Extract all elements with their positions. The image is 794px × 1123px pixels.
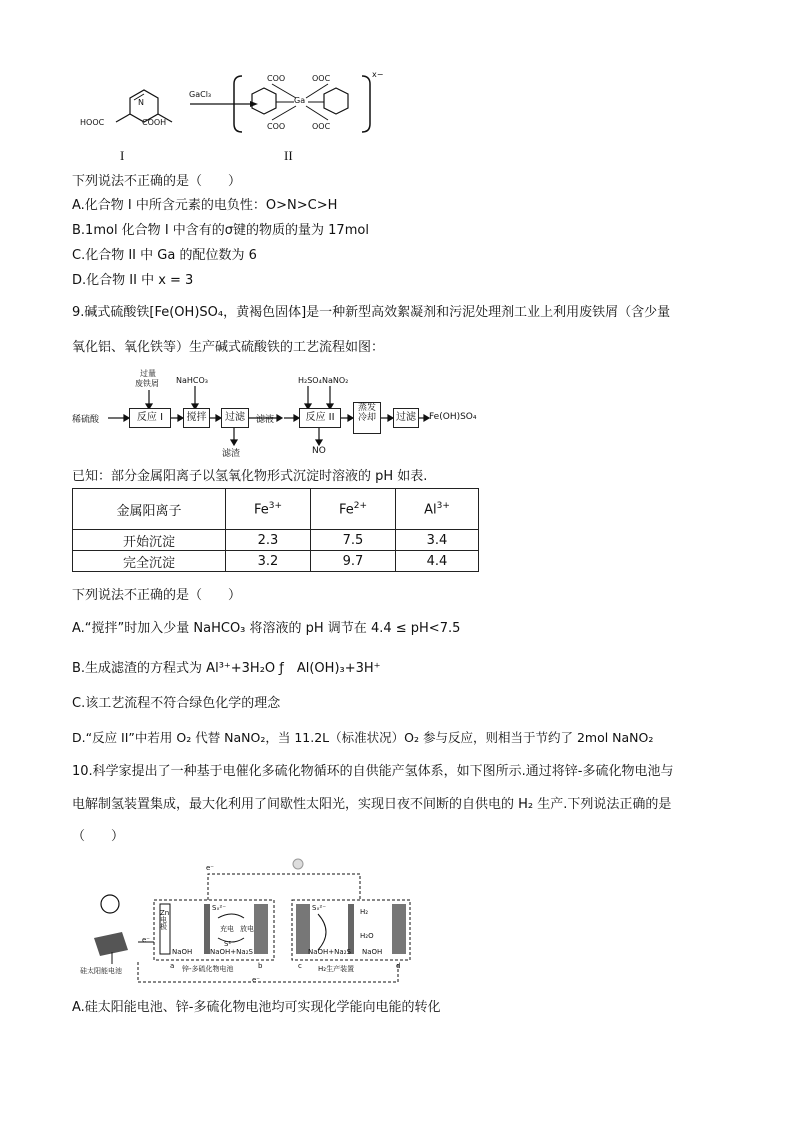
- sx-label: Sₓ²⁻: [212, 904, 227, 912]
- flow-product: Fe(OH)SO₄: [429, 412, 477, 422]
- table-cell: 3.2: [226, 551, 311, 572]
- pyridine-ring-iib: [324, 88, 348, 114]
- pyridine-ring-iia: [252, 88, 276, 114]
- reaction-scheme: [72, 60, 384, 170]
- e-left-label: e⁻: [142, 936, 151, 944]
- table-cell: 完全沉淀: [73, 551, 226, 572]
- table-header-cell: $Al^{3+}$: [396, 489, 479, 530]
- table-cell: 9.7: [311, 551, 396, 572]
- flow-reaction-ii: 反应 II: [299, 408, 341, 428]
- q8-option-b: B.1mol 化合物 I 中含有的σ键的物质的量为 17mol: [72, 223, 369, 238]
- electrochem-diagram: [72, 852, 432, 992]
- flow-nano2: NaNO₂: [322, 376, 349, 385]
- zn-electrode-label: Zn电极: [160, 909, 170, 931]
- e-top-label: e⁻: [206, 864, 215, 872]
- electrode-a-label: a: [170, 962, 175, 970]
- flow-h2so4: H₂SO₄: [298, 376, 322, 385]
- table-header-cell: $Fe^{3+}$: [226, 489, 311, 530]
- flow-evaporate-cool: [353, 402, 381, 434]
- table-cell: 2.3: [226, 530, 311, 551]
- charge-label: 充电: [220, 925, 234, 933]
- coo-top-left: COO: [267, 74, 286, 83]
- q10-stem-line3: （ ）: [72, 829, 125, 844]
- coo-bottom-left: COO: [267, 122, 286, 131]
- process-flow-chart: [72, 366, 492, 460]
- membrane-1: [204, 904, 210, 954]
- electrode-b-label: b: [258, 962, 263, 970]
- flow-reaction-i: 反应 I: [129, 408, 171, 428]
- q9-option-b: B.生成滤渣的方程式为 Al³⁺+3H₂O ƒ Al(OH)₃+3H⁺: [72, 661, 381, 676]
- flow-nahco3: NaHCO₃: [176, 376, 208, 385]
- naoh-na2s-label-1: NaOH+Na₂S: [210, 948, 253, 956]
- solar-panel-icon: [94, 932, 128, 956]
- catalyst-electrode-c: [296, 904, 310, 954]
- hooc-label: HOOC: [80, 118, 105, 127]
- table-row: [73, 530, 479, 551]
- electrode-c-label: c: [298, 962, 302, 970]
- flow-dilute-acid: 稀硫酸: [72, 415, 100, 425]
- flow-filtrate: 滤液: [256, 415, 275, 425]
- ph-table: [72, 488, 479, 572]
- q9-stem-3: 下列说法不正确的是（ ）: [72, 588, 242, 603]
- table-cell: 7.5: [311, 530, 396, 551]
- h2o-label: H₂O: [360, 932, 374, 940]
- q10-option-a: A.硅太阳能电池、锌-多硫化物电池均可实现化学能向电能的转化: [72, 1000, 441, 1015]
- naoh-na2s-label-2: NaOH+Na₂S: [308, 948, 351, 956]
- q9-stem-line2: 氧化铝、氧化铁等）生产碱式硫酸铁的工艺流程如图：: [72, 340, 385, 355]
- right-bracket: [362, 76, 370, 132]
- q8-option-c: C.化合物 II 中 Ga 的配位数为 6: [72, 248, 257, 263]
- q8-option-d: D.化合物 II 中 x = 3: [72, 273, 194, 288]
- table-cell: 4.4: [396, 551, 479, 572]
- q9-stem-line1: 9.碱式硫酸铁[Fe(OH)SO₄，黄褐色固体]是一种新型高效絮凝剂和污泥处理剂工业上利用废铁屑（含少量: [72, 305, 671, 320]
- flow-scrap-iron: 废铁屑: [135, 379, 159, 388]
- flow-excess: 过量: [140, 369, 156, 378]
- sun-icon: [101, 895, 119, 913]
- flow-no: NO: [312, 446, 326, 456]
- flow-residue: 滤渣: [222, 449, 241, 459]
- flow-filter-1: 过滤: [221, 408, 249, 428]
- discharge-label: 放电: [240, 925, 254, 933]
- ooc-top-right: OOC: [312, 74, 331, 83]
- charge-label: x−: [372, 70, 384, 79]
- diagram-lines: [72, 852, 432, 992]
- flow-filter-2: 过滤: [393, 408, 419, 428]
- sx-label-2: Sₓ²⁻: [312, 904, 327, 912]
- catalyst-electrode-d: [392, 904, 406, 954]
- q9-option-a: A.“搅拌”时加入少量 NaHCO₃ 将溶液的 pH 调节在 4.4 ≤ pH<7.5: [72, 621, 461, 636]
- q9-option-c: C.该工艺流程不符合绿色化学的理念: [72, 696, 281, 711]
- table-header-row: [73, 489, 479, 530]
- s-label: S²⁻: [224, 940, 235, 948]
- q8-stem: 下列说法不正确的是（ ）: [72, 174, 242, 189]
- solar-cell-label: 硅太阳能电池: [80, 967, 122, 975]
- table-row: [73, 551, 479, 572]
- e-bottom-label: e⁻: [252, 976, 261, 984]
- q10-stem-line2: 电解制氢装置集成，最大化利用了间歇性太阳光，实现日夜不间断的自供电的 H₂ 生产.下列说法正确的是: [72, 797, 672, 812]
- table-cell: 3.4: [396, 530, 479, 551]
- table-header-cell: $Fe^{2+}$: [311, 489, 396, 530]
- battery-label: 锌-多硫化物电池: [182, 965, 234, 973]
- q9-known: 已知：部分金属阳离子以氢氧化物形式沉淀时溶液的 pH 如表.: [72, 469, 428, 484]
- cooh-label: COOH: [142, 118, 167, 127]
- flow-stir: 搅拌: [183, 408, 210, 428]
- n-label-i: N: [138, 98, 144, 107]
- compound-i-label: I: [120, 148, 125, 163]
- q9-option-d: D.“反应 II”中若用 O₂ 代替 NaNO₂，当 11.2L（标准状况）O₂ 参与反应，则相当于节约了 2mol NaNO₂: [72, 730, 654, 745]
- h2-device-label: H₂生产装置: [318, 965, 355, 973]
- reagent-label: GaCl₃: [189, 90, 212, 99]
- table-cell: 开始沉淀: [73, 530, 226, 551]
- naoh-label-1: NaOH: [172, 948, 193, 956]
- table-header-cell: 金属阳离子: [73, 489, 226, 530]
- moon-icon: [293, 859, 303, 869]
- membrane-2: [348, 904, 354, 954]
- compound-ii-label: II: [284, 148, 293, 163]
- q10-stem-line1: 10.科学家提出了一种基于电催化多硫化物循环的自供能产氢体系，如下图所示.通过将锌-多硫化物电池与: [72, 764, 674, 779]
- flow-evaporate: 蒸发: [357, 403, 376, 413]
- electrode-d-label: d: [396, 962, 401, 970]
- ooc-bottom-right: OOC: [312, 122, 331, 131]
- naoh-label-2: NaOH: [362, 948, 383, 956]
- h2-label: H₂: [360, 908, 369, 916]
- ga-label: Ga: [294, 96, 306, 105]
- q8-option-a: A.化合物 I 中所含元素的电负性：O>N>C>H: [72, 198, 338, 213]
- flow-cool: 冷却: [357, 413, 376, 424]
- catalyst-electrode-b: [254, 904, 268, 954]
